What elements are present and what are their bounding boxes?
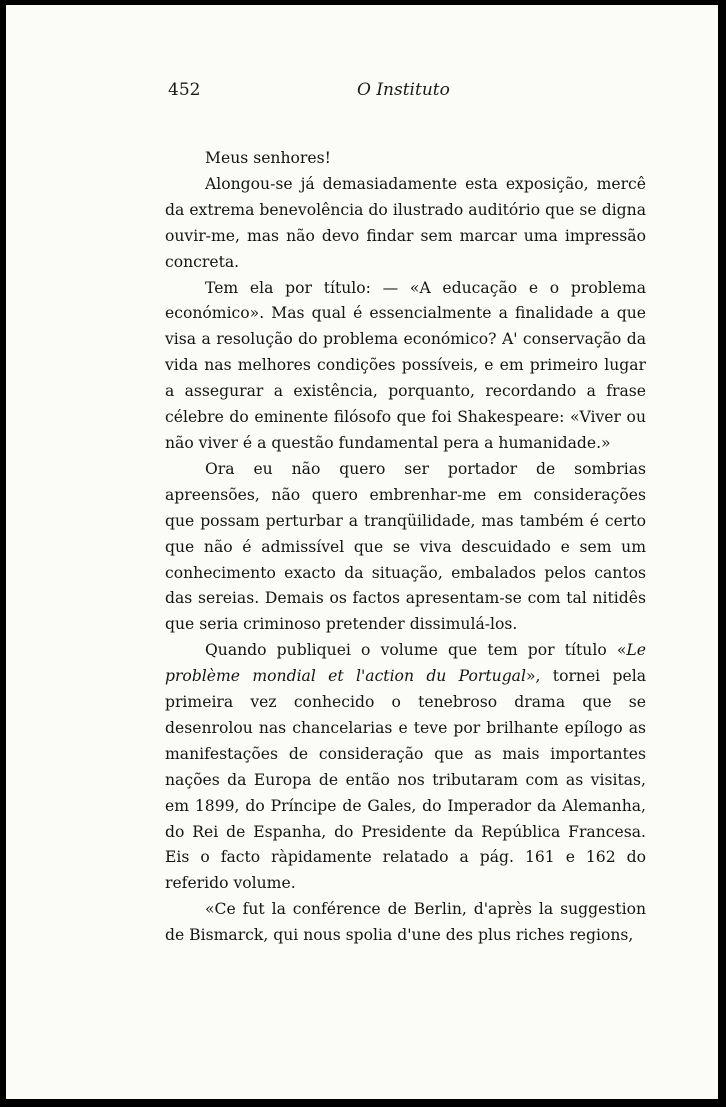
paragraph-greeting: Meus senhores! bbox=[205, 149, 331, 167]
page-number: 452 bbox=[168, 80, 201, 100]
running-title: O Instituto bbox=[357, 80, 450, 100]
body-text bbox=[165, 146, 646, 949]
paragraph-quotation: «Ce fut la conférence de Berlin, d'après la suggestion de Bismarck, qui nous spolia d'une des plus riches regions, bbox=[165, 900, 646, 945]
paragraph-exposition: Alongou-se já demasiadamente esta exposição, mercê da extrema benevolência do ilustrado auditório que se digna ouvir-me, mas não devo findar sem marcar uma impressão concreta. bbox=[165, 174, 646, 271]
volume-text-after: », tornei pela primeira vez conhecido o tenebroso drama que se desenrolou nas chancelarias e teve por brilhante epílogo as manifestações de consideração que as mais importantes nações da Europa de então nos tributaram com as visitas, em 1899, do Príncipe de Gales, do Imperador da Alemanha, do Rei de Espanha, do Presidente da República Francesa. Eis o facto ràpidamente relatado a pág. 161 e 162 do referido volume. bbox=[165, 667, 646, 893]
volume-text-before: Quando publiquei o volume que tem por título « bbox=[205, 641, 627, 660]
book-title-reference: Le problème mondial et l'action du Portugal bbox=[165, 641, 646, 686]
paragraph-volume bbox=[165, 638, 646, 897]
paragraph-apprehensions: Ora eu não quero ser portador de sombrias apreensões, não quero embrenhar-me em considerações que possam perturbar a tranqüilidade, mas também é certo que não é admissível que se viva descuidado e sem um conhecimento exacto da situação, embalados pelos cantos das sereias. Demais os factos apresentam-se com tal nitidês que seria criminoso pretender dissimulá-los. bbox=[165, 459, 646, 634]
page-header bbox=[6, 74, 718, 104]
paragraph-title: Tem ela por título: — «A educação e o problema económico». Mas qual é essencialmente a finalidade a que visa a resolução do problema económico? A' conservação da vida nas melhores condições possíveis, e em primeiro lugar a assegurar a existência, porquanto, recordando a frase célebre do eminente filósofo que foi Shakespeare: «Viver ou não viver é a questão fundamental pera a humanidade.» bbox=[165, 278, 646, 452]
book-page bbox=[6, 5, 718, 1099]
